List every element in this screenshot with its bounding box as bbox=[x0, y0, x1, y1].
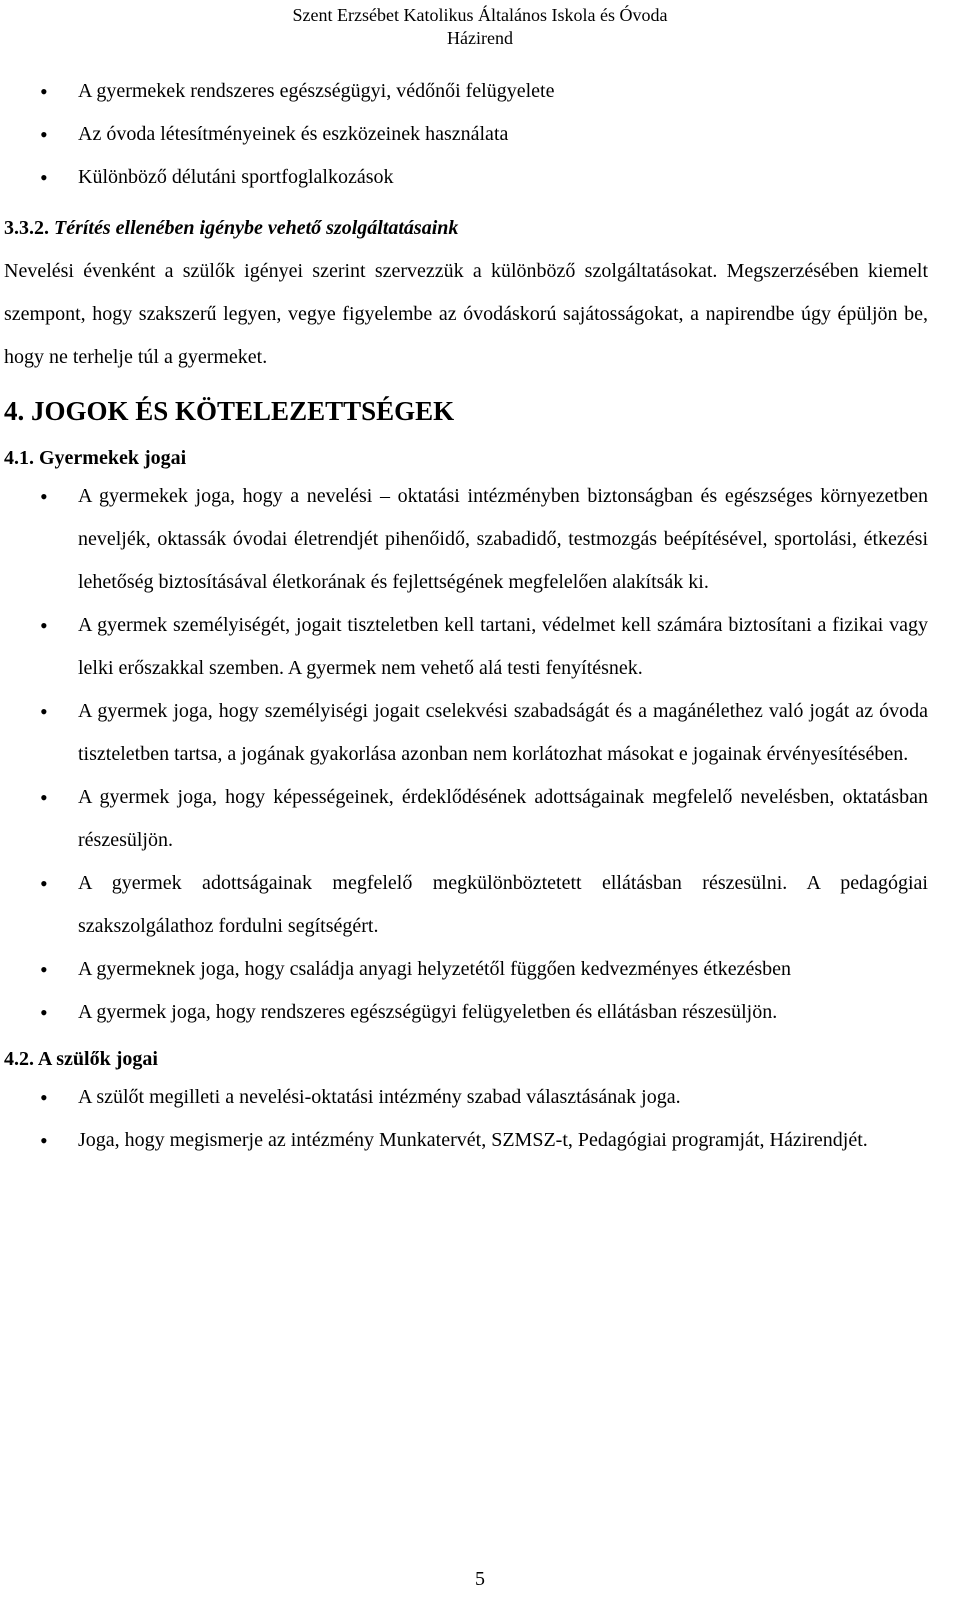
list-item: • A gyermeknek joga, hogy családja anyagi helyzetétől függően kedvezményes étkezésben bbox=[4, 948, 928, 991]
section-41-heading: 4.1. Gyermekek jogai bbox=[4, 447, 187, 469]
intro-list bbox=[4, 70, 928, 199]
list-item: • A gyermek személyiségét, jogait tiszteletben kell tartani, védelmet kell számára biztosítani a fizikai vagy lelki erőszakkal szemben. A gyermek nem vehető alá testi fenyítésnek. bbox=[4, 604, 928, 690]
section-42-heading: 4.2. A szülők jogai bbox=[4, 1048, 158, 1070]
list-item: • Joga, hogy megismerje az intézmény Munkatervét, SZMSZ-t, Pedagógiai programját, Házirendjét. bbox=[4, 1119, 928, 1162]
section-332-paragraph: Nevelési évenként a szülők igényei szerint szervezzük a különböző szolgáltatásokat. Megszerzésében kiemelt szempont, hogy szakszerű legyen, vegye figyelembe az óvodáskorú sajátosságokat, a napirendbe úgy épüljön be, hogy ne terhelje túl a gyermeket. bbox=[4, 260, 928, 368]
page-content bbox=[4, 70, 928, 1162]
section-332-heading bbox=[4, 207, 928, 250]
list-item: • Az óvoda létesítményeinek és eszközeinek használata bbox=[4, 113, 928, 156]
list-item: • A gyermekek joga, hogy a nevelési – oktatási intézményben biztonságban és egészséges környezetben neveljék, oktassák óvodai életrendjét pihenőidő, szabadidő, testmozgás beépítésével, sportolási, étkezési lehetőség biztosításával életkorának és fejlettségének megfelelően alakítsák ki. bbox=[4, 475, 928, 604]
list-item: • A szülőt megilleti a nevelési-oktatási intézmény szabad választásának joga. bbox=[4, 1076, 928, 1119]
list-item: • A gyermek joga, hogy személyiségi jogait cselekvési szabadságát és a magánélethez való jogát az óvoda tiszteletben tartsa, a jogának gyakorlása azonban nem korlátozhat másokat e jogainak érvényesítésében. bbox=[4, 690, 928, 776]
list-item: • A gyermek adottságainak megfelelő megkülönböztetett ellátásban részesülni. A pedagógiai szakszolgálathoz fordulni segítségért. bbox=[4, 862, 928, 948]
section-332-number: 3.3.2. bbox=[4, 217, 49, 239]
header-school-name: Szent Erzsébet Katolikus Általános Iskola és Óvoda bbox=[292, 5, 668, 25]
children-rights-list bbox=[4, 475, 928, 1034]
list-item: • Különböző délutáni sportfoglalkozások bbox=[4, 156, 928, 199]
page-number: 5 bbox=[475, 1568, 485, 1590]
parents-rights-list bbox=[4, 1076, 928, 1162]
list-item: • A gyermek joga, hogy rendszeres egészségügyi felügyeletben és ellátásban részesüljön. bbox=[4, 991, 928, 1034]
header-document-title: Házirend bbox=[447, 28, 513, 48]
list-item: • A gyermekek rendszeres egészségügyi, védőnői felügyelete bbox=[4, 70, 928, 113]
chapter-4-heading: 4. JOGOK ÉS KÖTELEZETTSÉGEK bbox=[4, 396, 455, 426]
list-item: • A gyermek joga, hogy képességeinek, érdeklődésének adottságainak megfelelő nevelésben, oktatásban részesüljön. bbox=[4, 776, 928, 862]
page-header bbox=[0, 4, 960, 50]
section-332-title: Térítés ellenében igénybe vehető szolgáltatásaink bbox=[54, 217, 459, 239]
